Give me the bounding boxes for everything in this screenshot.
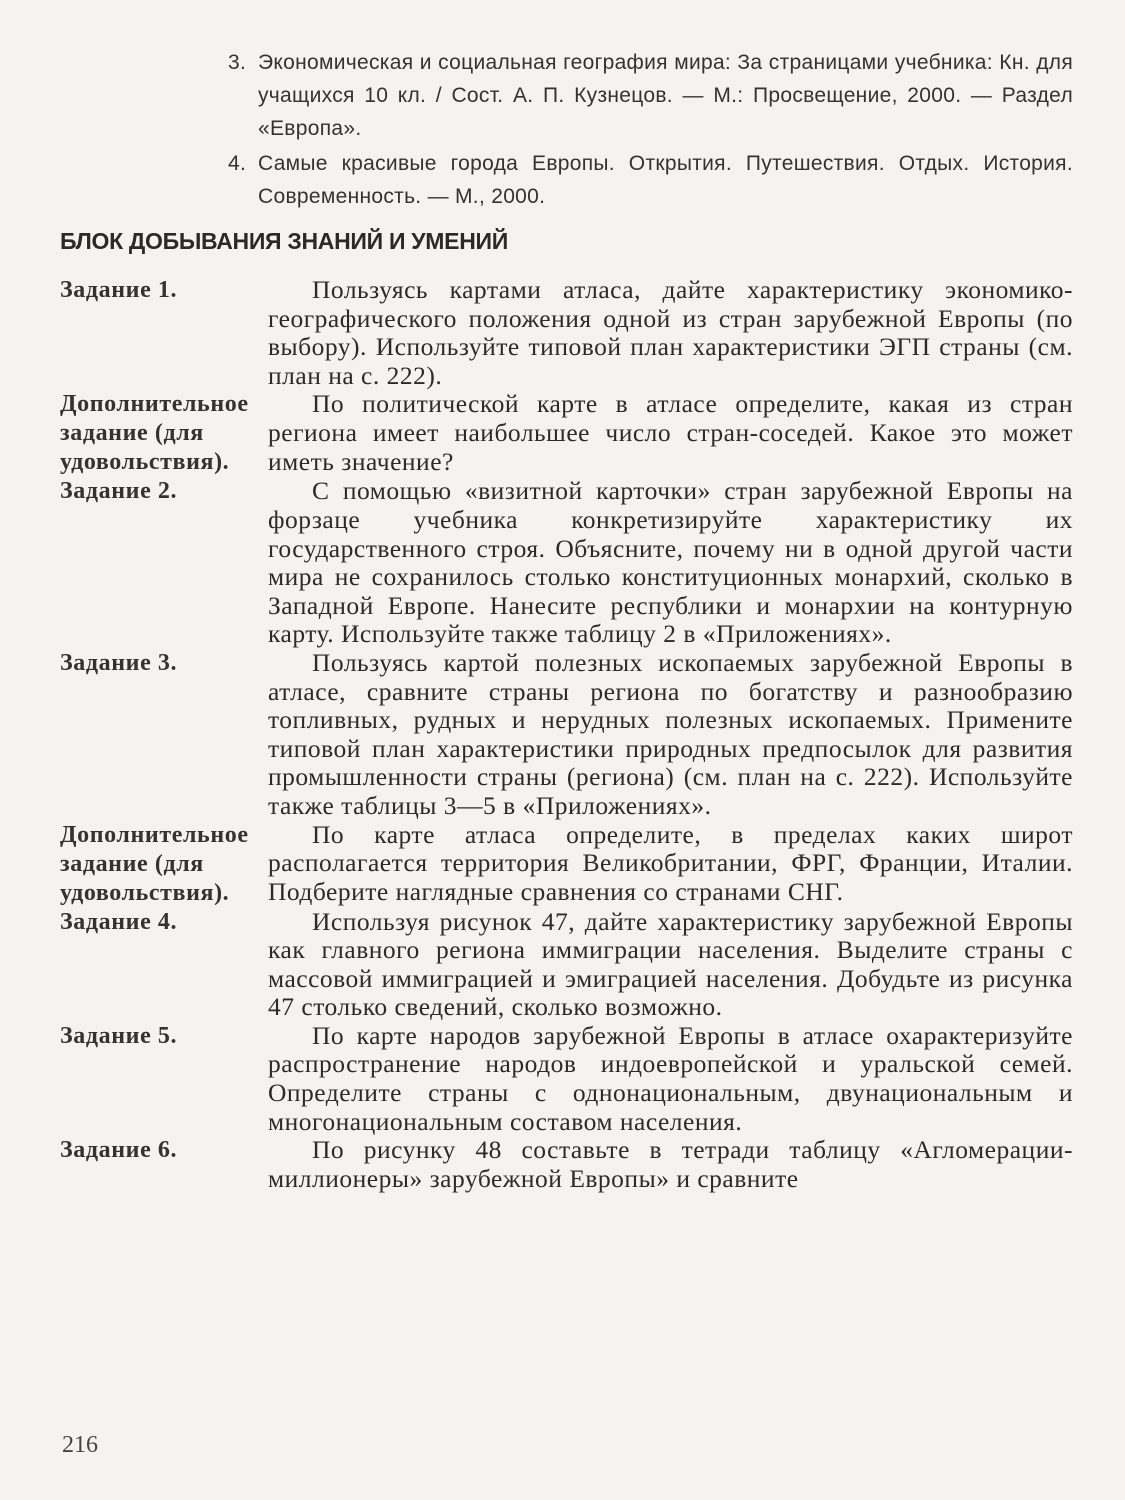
task-label: Задание 2. <box>60 478 178 505</box>
task-label: Дополнительное задание (для удовольствия). <box>60 821 249 906</box>
reference-text: Экономическая и социальная география мира: За страницами учебника: Кн. для учащихся 10 кл. / Сост. А. П. Кузнецов. — М.: Просвещение, 2000. — Раздел «Европа». <box>258 51 1073 140</box>
task-text: Пользуясь картами атласа, дайте характеристику экономико-географического положения одной из стран зарубежной Европы (по выбору). Используйте типовой план характеристики ЭГП страны (см. план на с. 222). <box>268 275 1073 390</box>
task-item <box>60 276 1073 390</box>
reference-number: 4. <box>228 152 247 175</box>
task-text: Используя рисунок 47, дайте характеристику зарубежной Европы как главного региона иммиграции населения. Выделите страны с массовой иммиграцией и эмиграцией населения. Добудьте из рисунка 47 столько сведений, сколько возможно. <box>268 906 1073 1022</box>
task-label: Задание 1. <box>60 277 178 303</box>
task-text: По политической карте в атласе определите, какая из стран региона имеет наибольшее число стран-соседей. Какое это может иметь значение? <box>268 389 1073 476</box>
task-item <box>60 1136 1073 1193</box>
reference-number: 3. <box>228 51 247 74</box>
task-text: По рисунку 48 составьте в тетради таблицу «Агломерации-миллионеры» зарубежной Европы» и сравните <box>268 1135 1073 1193</box>
section-heading: БЛОК ДОБЫВАНИЯ ЗНАНИЙ И УМЕНИЙ <box>60 228 508 254</box>
task-label: Задание 3. <box>60 649 178 676</box>
task-text: По карте народов зарубежной Европы в атласе охарактеризуйте распространение народов индоевропейской и уральской семей. Определите страны с однонациональным, двунациональным и многонациональным составом населения. <box>268 1020 1073 1136</box>
task-text: С помощью «визитной карточки» стран зарубежной Европы на форзаце учебника конкретизируйте характеристику их государственного строя. Объясните, почему ни в одной другой части мира не сохранилось столько конституционных монархий, сколько в Западной Европе. Нанесите республики и монархии на контурную карту. Используйте также таблицу 2 в «Приложениях». <box>268 476 1073 649</box>
task-text: По карте атласа определите, в пределах каких широт располагается территория Великобритании, ФРГ, Франции, Италии. Подберите наглядные сравнения со странами СНГ. <box>268 819 1073 906</box>
reference-item <box>228 46 1073 145</box>
task-text: Пользуясь картой полезных ископаемых зарубежной Европы в атласе, сравните страны региона по богатству и разнообразию топливных, рудных и нерудных полезных ископаемых. Примените типовой план характеристики природных предпосылок для развития промышленности страны (региона) (см. план на с. 222). Используйте также таблицы 3—5 в «Приложениях». <box>268 647 1073 820</box>
task-label: Задание 4. <box>60 908 178 935</box>
task-list <box>60 276 1073 1193</box>
reference-item <box>228 147 1073 213</box>
task-item <box>60 821 1073 908</box>
reference-list <box>228 46 1073 215</box>
task-item <box>60 908 1073 1022</box>
task-label: Задание 5. <box>60 1022 178 1049</box>
task-label: Задание 6. <box>60 1137 178 1164</box>
task-label: Дополнительное задание (для удовольствия). <box>60 391 249 476</box>
page-number: 216 <box>62 1432 98 1458</box>
task-item <box>60 390 1073 477</box>
task-item <box>60 649 1073 821</box>
reference-text: Самые красивые города Европы. Открытия. Путешествия. Отдых. История. Современность. — М., 2000. <box>258 152 1073 208</box>
task-item <box>60 1022 1073 1136</box>
task-item <box>60 477 1073 649</box>
